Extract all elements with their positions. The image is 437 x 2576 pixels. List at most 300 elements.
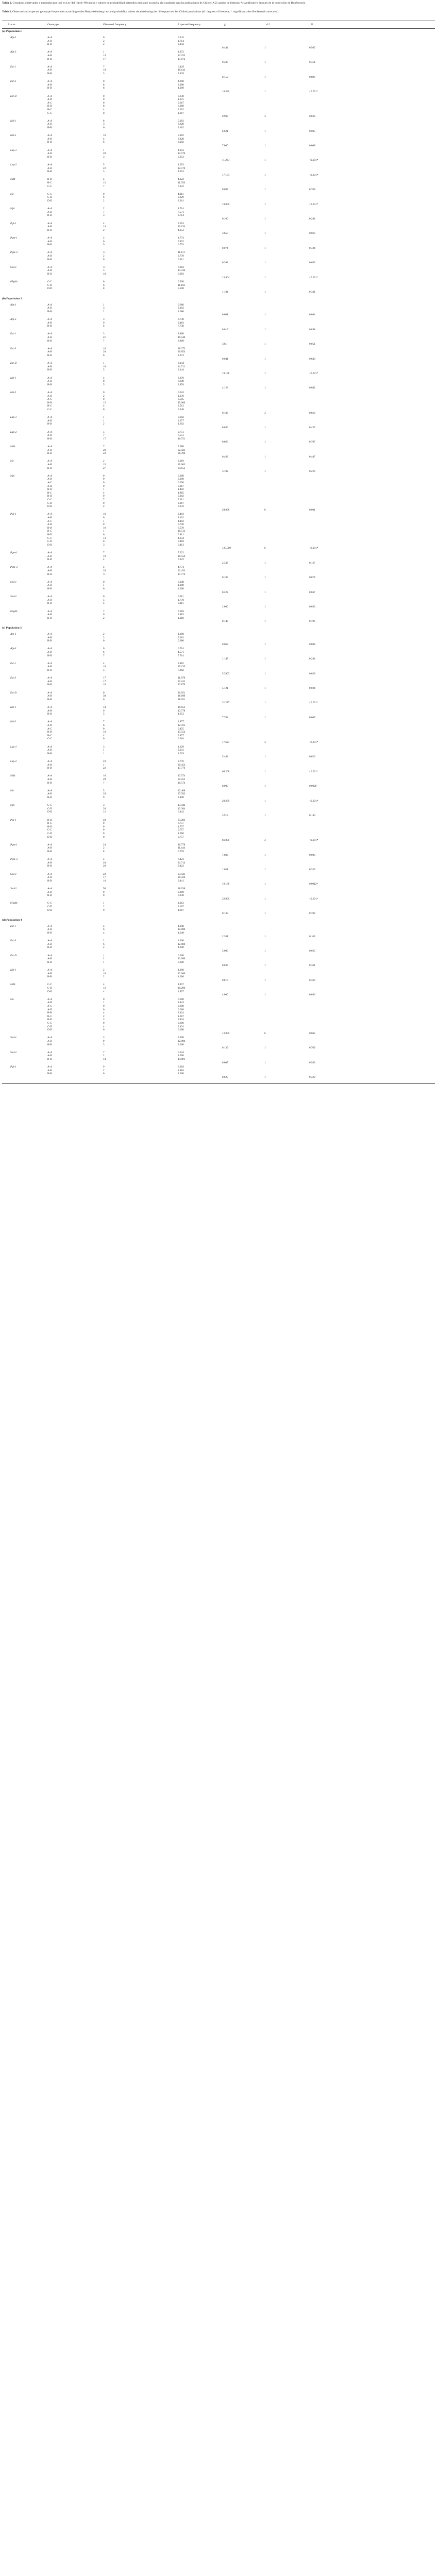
stat-row <box>0 159 437 162</box>
expected-cell: 2.077 <box>178 419 184 422</box>
observed-cell: 3 <box>103 307 105 310</box>
table-row <box>0 544 437 547</box>
table-row <box>0 533 437 536</box>
chi-square-cell: 0.833 <box>222 964 228 968</box>
genotype-cell: A-B <box>47 137 52 141</box>
table-row <box>0 789 437 792</box>
genotype-cell: B-B <box>47 946 52 950</box>
expected-cell: 4.048 <box>178 931 184 935</box>
table-row <box>0 502 437 505</box>
table-row <box>0 566 437 569</box>
observed-cell: 6 <box>103 613 105 617</box>
expected-cell: 0.757 <box>178 835 184 839</box>
expected-cell: 3.870 <box>178 383 184 386</box>
chi-square-cell: 0.139 <box>222 912 228 916</box>
df-cell: 1 <box>264 261 266 265</box>
stat-row <box>0 800 437 803</box>
observed-cell: 16 <box>103 683 106 687</box>
chi-square-cell: 0.625 <box>222 1076 228 1079</box>
chi-square-cell: 0.143 <box>222 620 228 623</box>
chi-square-cell: 0.139 <box>222 1046 228 1050</box>
expected-cell: 5.500 <box>178 287 184 291</box>
chi-square-cell: 5.121 <box>222 687 228 690</box>
df-cell: 1 <box>264 1061 266 1064</box>
header-p: P <box>311 23 313 26</box>
table-row <box>0 825 437 828</box>
p-value-cell: 0.284 <box>309 217 315 221</box>
genotype-cell: A-A <box>47 954 53 957</box>
expected-cell: 4.667 <box>178 908 184 912</box>
locus-name: Pgi-1 <box>10 818 16 822</box>
stat-row <box>0 935 437 938</box>
genotype-cell: B-B <box>47 354 52 357</box>
observed-cell: 2 <box>103 236 105 240</box>
genotype-cell: C-C <box>47 498 52 501</box>
genotype-cell: A-B <box>47 1040 52 1043</box>
p-value-cell: <0.001* <box>309 799 318 803</box>
observed-cell: 2 <box>103 616 105 620</box>
stat-row <box>0 1046 437 1049</box>
table-row <box>0 669 437 672</box>
p-value-cell: <0.001* <box>309 897 318 901</box>
genotype-cell: A-B <box>47 307 52 310</box>
expected-cell: 15.066 <box>178 401 186 404</box>
stat-row <box>0 1032 437 1035</box>
observed-cell: 22 <box>103 872 106 876</box>
expected-cell: 0.667 <box>178 101 184 105</box>
chi-square-cell: 0.074 <box>222 246 228 250</box>
stat-row <box>0 247 437 250</box>
chi-square-cell: 4.000 <box>222 993 228 997</box>
chi-square-cell: 2.381 <box>222 935 228 938</box>
observed-cell: 2 <box>103 957 105 961</box>
table-row <box>0 774 437 777</box>
observed-cell: 20 <box>103 807 106 810</box>
expected-cell: 4.000 <box>178 87 184 90</box>
expected-cell: 4.757 <box>178 825 184 828</box>
chi-square-cell: 0.153 <box>222 75 228 79</box>
stat-row <box>0 770 437 773</box>
observed-cell: 17 <box>103 876 106 879</box>
observed-cell: 10 <box>103 513 106 516</box>
chi-square-cell: 5.3903 <box>222 672 230 675</box>
stat-row <box>0 188 437 191</box>
expected-cell: 8.408 <box>178 796 184 799</box>
observed-cell: 6 <box>103 928 105 931</box>
observed-cell: 12 <box>103 181 106 184</box>
observed-cell: 3 <box>103 745 105 749</box>
expected-cell: 2.424 <box>178 1011 184 1015</box>
genotype-cell: B-B <box>47 466 52 470</box>
observed-cell: 6 <box>103 724 105 727</box>
observed-cell: 0 <box>103 516 105 519</box>
table-row <box>0 902 437 905</box>
observed-cell: 7 <box>103 609 105 613</box>
genotype-cell: A-B <box>47 554 52 558</box>
table-row <box>0 214 437 217</box>
df-cell: 1 <box>264 328 266 331</box>
table-row <box>0 112 437 115</box>
table-row <box>0 1040 437 1043</box>
locus-name: Est-D <box>10 362 17 365</box>
table-row <box>0 347 437 350</box>
locus-name: Mpi <box>10 804 15 807</box>
expected-cell: 3.667 <box>178 905 184 908</box>
genotype-cell: A-A <box>47 662 53 665</box>
table-row <box>0 523 437 526</box>
observed-cell: 0 <box>103 894 105 897</box>
genotype-cell: A-A <box>47 924 53 928</box>
observed-cell: 0 <box>103 997 105 1001</box>
expected-cell: 10.051 <box>178 691 186 694</box>
expected-cell: 24.711 <box>178 365 186 368</box>
genotype-cell: A-D <box>47 484 53 488</box>
table-row <box>0 50 437 54</box>
chi-square-cell: 1.651 <box>222 868 228 871</box>
expected-cell: 7.222 <box>178 184 184 188</box>
observed-cell: 8 <box>103 850 105 853</box>
genotype-cell: A-A <box>47 595 53 599</box>
expected-cell: 0.602 <box>178 416 184 419</box>
genotype-cell: B-B <box>47 488 52 492</box>
expected-cell: 10.574 <box>178 781 186 785</box>
genotype-cell: B-B <box>47 796 52 799</box>
p-value-cell: 0.768 <box>309 188 315 192</box>
observed-cell: 5 <box>103 713 105 716</box>
expected-cell: 0.229 <box>178 196 184 199</box>
table-row <box>0 1054 437 1057</box>
expected-cell: 8.102 <box>178 516 184 519</box>
table-row <box>0 251 437 254</box>
observed-cell: 2 <box>103 939 105 943</box>
genotype-cell: A-B <box>47 957 52 961</box>
genotype-cell: A-A <box>47 789 53 792</box>
observed-cell: 26 <box>103 569 106 572</box>
stat-row <box>0 130 437 133</box>
expected-cell: 2.877 <box>178 720 184 724</box>
locus-name: Alp-1 <box>10 303 16 307</box>
observed-cell: 20 <box>103 448 106 452</box>
observed-cell: 2 <box>103 1054 105 1058</box>
table-row <box>0 1036 437 1039</box>
caption-en-text: Observed and expected genotype frequencies according to the Hardy-Weinberg law and probability values obtained using the chi-square test for Chiloé populations (df: degrees of freedom; *: significant after Bonferroni correction). <box>12 10 279 13</box>
df-cell: 1 <box>264 173 266 177</box>
p-value-cell: 0.0028 <box>309 785 317 788</box>
genotype-cell: C-D <box>47 283 52 287</box>
observed-cell: 4 <box>103 137 105 141</box>
expected-cell: 12.879 <box>178 683 186 687</box>
table-row <box>0 149 437 152</box>
observed-cell: 7 <box>103 445 105 448</box>
expected-cell: 6.083 <box>178 265 184 269</box>
header-observed: Observed frequency <box>103 23 127 26</box>
genotype-cell: B-B <box>47 850 52 853</box>
table-row <box>0 998 437 1001</box>
chi-square-cell: 2.000 <box>222 605 228 608</box>
chi-square-cell: 0.041 <box>222 357 228 361</box>
locus-name: Mpi <box>10 474 15 478</box>
p-value-cell: 0.140 <box>309 814 315 817</box>
genotype-cell: A-A <box>47 318 53 321</box>
observed-cell: 15 <box>103 401 106 404</box>
expected-cell: 8.000 <box>178 83 184 87</box>
locus-name: 6Pgdh <box>10 609 18 613</box>
df-cell: 6 <box>264 547 266 550</box>
table-row <box>0 401 437 404</box>
table-row <box>0 709 437 713</box>
genotype-cell: A-A <box>47 134 53 138</box>
genotype-cell: A-B <box>47 680 52 683</box>
table-row <box>0 647 437 650</box>
expected-cell: 4.774 <box>178 566 184 569</box>
p-value-cell: 0.709 <box>309 912 315 916</box>
stat-row <box>0 868 437 871</box>
chi-square-cell: 31.287 <box>222 701 230 705</box>
expected-cell: 6.774 <box>178 243 184 247</box>
table-row <box>0 764 437 767</box>
expected-cell: 0.595 <box>178 398 184 401</box>
expected-cell: 1.629 <box>178 752 184 755</box>
stat-row <box>0 657 437 660</box>
observed-cell: 1 <box>103 148 105 152</box>
locus-name: Me <box>10 460 14 463</box>
chi-square-cell: 0.202 <box>222 261 228 265</box>
table-row <box>0 365 437 368</box>
table-row <box>0 108 437 111</box>
observed-cell: 0 <box>103 258 105 261</box>
header-genotype: Genotype <box>47 23 59 26</box>
genotype-cell: B-D <box>47 495 52 498</box>
genotype-cell: A-B <box>47 651 52 654</box>
genotype-cell: C-C <box>47 408 52 411</box>
genotype-cell: A-C <box>47 481 52 484</box>
expected-cell: 3.000 <box>178 1036 184 1040</box>
df-cell: 1 <box>264 357 266 361</box>
observed-cell: 17 <box>103 676 106 680</box>
df-cell: 1 <box>264 605 266 608</box>
table-row <box>0 170 437 173</box>
observed-cell: 2 <box>103 905 105 908</box>
expected-cell: 2.403 <box>178 513 184 516</box>
table-row <box>0 905 437 908</box>
expected-cell: 6.429 <box>178 65 184 69</box>
table-row <box>0 474 437 478</box>
expected-cell: 0.686 <box>178 303 184 307</box>
chi-square-cell: 3.102 <box>222 470 228 473</box>
observed-cell: 4 <box>103 990 105 993</box>
observed-cell: 2 <box>103 228 105 232</box>
table-row <box>0 639 437 642</box>
locus-name: Pgm-3 <box>10 251 18 255</box>
stat-row <box>0 716 437 719</box>
observed-cell: 1 <box>103 362 105 365</box>
df-cell: 1 <box>264 455 266 459</box>
observed-cell: 6 <box>103 126 105 129</box>
table-row <box>0 485 437 488</box>
p-value-cell: 0.051 <box>309 343 315 346</box>
table-row <box>0 340 437 343</box>
p-value-cell: 0.127 <box>309 561 315 565</box>
genotype-cell: A-A <box>47 391 53 394</box>
table-row <box>0 69 437 72</box>
df-cell: 1 <box>264 799 266 803</box>
genotype-cell: C-C <box>47 828 52 832</box>
expected-cell: 9.423 <box>178 865 184 868</box>
observed-cell: 7 <box>103 1050 105 1054</box>
table-row <box>0 694 437 698</box>
table-row <box>0 431 437 434</box>
observed-cell: 0 <box>103 94 105 98</box>
p-value-cell: <0.001* <box>309 372 318 375</box>
chi-square-cell: 5.444 <box>222 755 228 759</box>
observed-cell: 0 <box>103 595 105 599</box>
observed-cell: 8 <box>103 83 105 87</box>
table-row <box>0 404 437 408</box>
stat-row <box>0 964 437 967</box>
chi-square-cell: 4.128 <box>222 386 228 390</box>
observed-cell: 1 <box>103 763 105 767</box>
expected-cell: 7.714 <box>178 654 184 657</box>
table-row <box>0 1011 437 1014</box>
table-row <box>0 925 437 928</box>
locus-name: Sod-2 <box>10 1050 17 1054</box>
chi-square-cell: 7.000 <box>222 144 228 147</box>
df-cell: 1 <box>264 978 266 982</box>
p-value-cell: 0.424 <box>309 246 315 250</box>
table-row <box>0 778 437 781</box>
observed-cell: 10 <box>103 879 106 883</box>
observed-cell: 0 <box>103 540 105 544</box>
expected-cell: 1.884 <box>178 1069 184 1072</box>
df-cell: 1 <box>264 716 266 719</box>
genotype-cell: A-A <box>47 843 53 846</box>
genotype-cell: B-B <box>47 713 52 716</box>
expected-cell: 0.902 <box>178 495 184 498</box>
table-bottom-rule <box>2 1083 435 1084</box>
observed-cell: 4 <box>103 662 105 665</box>
expected-cell: 0.250 <box>178 481 184 484</box>
df-cell: 1 <box>264 883 266 886</box>
p-value-cell: 0.331 <box>309 291 315 294</box>
table-row <box>0 651 437 654</box>
observed-cell: 0 <box>103 80 105 83</box>
df-cell: 1 <box>264 232 266 235</box>
observed-cell: 7 <box>103 551 105 554</box>
table-row <box>0 928 437 931</box>
stat-row <box>0 687 437 690</box>
observed-cell: 17 <box>103 437 106 440</box>
table-row <box>0 193 437 196</box>
chi-square-cell: 0.816 <box>222 978 228 982</box>
locus-name: Alp-3 <box>10 50 16 54</box>
expected-cell: 1.060 <box>178 832 184 835</box>
table-row <box>0 587 437 590</box>
genotype-cell: B-C <box>47 822 52 825</box>
df-cell: 1 <box>264 144 266 147</box>
expected-cell: 7.551 <box>178 434 184 437</box>
observed-cell: 14 <box>103 706 106 709</box>
observed-cell: 13 <box>103 536 106 540</box>
table-row <box>0 368 437 371</box>
expected-cell: 4.053 <box>178 170 184 174</box>
locus-name: Me <box>10 192 14 196</box>
observed-cell: 12 <box>103 810 106 814</box>
chi-square-cell: 6.621 <box>222 129 228 133</box>
table-row <box>0 498 437 501</box>
expected-cell: 12.000 <box>178 957 186 961</box>
observed-cell: 40 <box>103 818 106 822</box>
p-value-cell: 0.062 <box>309 1031 315 1035</box>
table-row <box>0 731 437 734</box>
observed-cell: 29 <box>103 792 106 796</box>
locus-name: Pgi-1 <box>10 222 16 225</box>
locus-name: Me <box>10 997 14 1001</box>
genotype-cell: B-B <box>47 818 52 822</box>
stat-row <box>0 755 437 758</box>
p-value-cell: 0.804 <box>309 642 315 646</box>
genotype-cell: D-D <box>47 908 53 912</box>
expected-cell: 11.183 <box>178 283 186 287</box>
chi-square-cell: 13.464 <box>222 276 230 279</box>
p-value-cell: 0.025 <box>309 950 315 953</box>
expected-cell: 22.423 <box>178 448 186 452</box>
genotype-cell: A-A <box>47 80 53 83</box>
expected-cell: 13.574 <box>178 774 186 778</box>
expected-cell: 22.252 <box>178 778 186 781</box>
genotype-cell: A-A <box>47 551 53 554</box>
p-value-cell: <0.001* <box>309 90 318 93</box>
observed-cell: 9 <box>103 908 105 912</box>
table-row <box>0 865 437 868</box>
genotype-cell: B-B <box>47 422 52 426</box>
observed-cell: 5 <box>103 163 105 166</box>
table-row <box>0 555 437 558</box>
locus-name: Est-1 <box>10 662 16 665</box>
genotype-cell: A-A <box>47 207 53 211</box>
locus-name: Pgm-3 <box>10 858 18 861</box>
stat-row <box>0 993 437 996</box>
stat-row <box>0 232 437 235</box>
p-value-cell: 0.103 <box>309 935 315 938</box>
observed-cell: 22 <box>103 166 106 170</box>
df-cell: 3 <box>264 839 266 842</box>
observed-cell: 4 <box>103 566 105 569</box>
expected-cell: 4.000 <box>178 969 184 972</box>
locus-name: Idh-2 <box>10 134 16 138</box>
table-row <box>0 492 437 495</box>
expected-cell: 2.424 <box>178 1001 184 1005</box>
table-header <box>2 21 435 29</box>
genotype-cell: B-D <box>47 533 52 536</box>
observed-cell: 1 <box>103 749 105 752</box>
observed-cell: 11 <box>103 265 106 269</box>
table-row <box>0 876 437 879</box>
locus-name: Est-1 <box>10 332 16 336</box>
observed-cell: 1 <box>103 519 105 523</box>
expected-cell: 4.034 <box>178 536 184 540</box>
table-row <box>0 599 437 602</box>
df-cell: 1 <box>264 701 266 705</box>
expected-cell: 2.019 <box>178 460 184 463</box>
stat-row <box>0 313 437 316</box>
observed-cell: 6 <box>103 196 105 199</box>
genotype-cell: B-B <box>47 894 52 897</box>
genotype-cell: B-B <box>47 767 52 770</box>
expected-cell: 6.757 <box>178 822 184 825</box>
observed-cell: 14 <box>103 54 106 57</box>
caption-en <box>2 10 433 14</box>
table-row <box>0 163 437 166</box>
